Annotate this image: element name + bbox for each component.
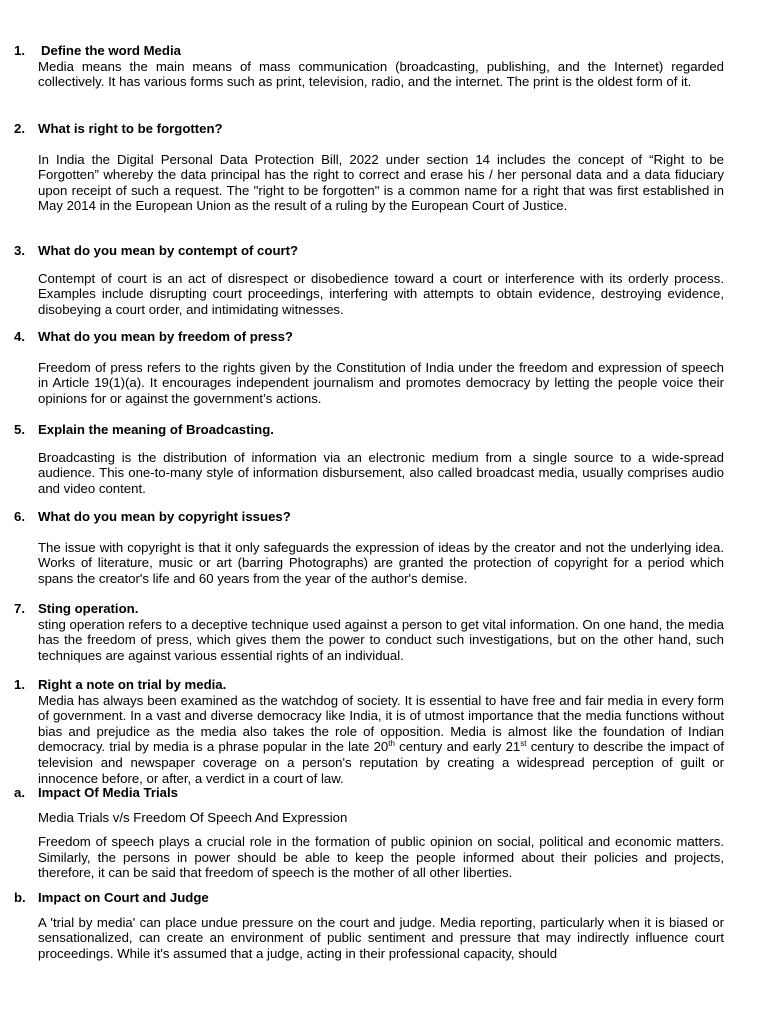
answer-paragraph: A 'trial by media' can place undue pressure on the court and judge. Media reporting, particularly when it is biased or sensationalized, can create an environment of public sentiment and pressure that may indirectly influence court proceedings. While it's assumed that a judge, acting in their professional capacity, should [38,914,724,961]
qa-item-3 [14,243,724,317]
item-number: 1. [14,43,25,58]
sub-item-b [14,890,724,961]
qa-item-5 [14,422,724,496]
answer-paragraph: sting operation refers to a deceptive technique used against a person to get vital information. On one hand, the media has the freedom of press, which gives them the power to conduct such investigations, but on the other hand, such techniques are against various essential rights of an individual. [38,616,724,663]
question-heading: What do you mean by freedom of press? [38,329,293,344]
answer-paragraph: The issue with copyright is that it only safeguards the expression of ideas by the creator and not the underlying idea. Works of literature, music or art (barring Photographs) are granted the protection of copyright for a period which spans the creator's life and 60 years from the year of the author's demise. [38,539,724,586]
item-letter: b. [14,890,26,905]
answer-paragraph: Freedom of speech plays a crucial role in the formation of public opinion on social, political and economic matters. Similarly, the persons in power should be able to keep the people informed about their policies and projects, therefore, it can be said that freedom of speech is the mother of all other liberties. [38,834,724,881]
question-heading: Right a note on trial by media. [38,677,227,692]
answer-text: Media has always been examined as the watchdog of society. It is essential to have free and fair media in every form of government. In a vast and diverse democracy like India, it is of utmost importance that the media functions without bias and prejudice as the media also takes the role of opposition. Media is almost like the foundation of Indian democracy. trial by media is a phrase popular in the late 20 [38,692,724,755]
answer-paragraph [38,693,724,787]
answer-paragraph: Media means the main means of mass communication (broadcasting, publishing, and the Internet) regarded collectively. It has various forms such as print, television, radio, and the internet. The print is the oldest form of it. [38,58,724,90]
answer-paragraph: Freedom of press refers to the rights given by the Constitution of India under the freedom and expression of speech in Article 19(1)(a). It encourages independent journalism and promotes democracy by letting the people voice their opinions for or against the government’s actions. [38,359,724,406]
question-heading: What do you mean by copyright issues? [38,509,291,524]
item-number: 6. [14,509,25,524]
answer-text: century and early 21 [394,739,521,755]
item-number: 7. [14,601,25,616]
qa-item-7 [14,601,724,663]
sub-item-a [14,785,724,881]
question-heading: What do you mean by contempt of court? [38,243,299,258]
answer-text: century to describe the impact of television and newspaper coverage on a person's reputation by creating a widespread perception of guilt or innocence before, or after, a verdict in a court of law. [38,739,724,786]
question-heading: Define the word Media [41,43,181,58]
superscript: th [388,739,395,749]
answer-paragraph: Contempt of court is an act of disrespect or disobedience toward a court or interference with its orderly process. Examples include disrupting court proceedings, interfering with attempts to obtain evidence, destroying evidence, disobeying a court order, and intimidating witnesses. [38,270,724,317]
question-heading: Explain the meaning of Broadcasting. [38,422,274,437]
item-number: 1. [14,677,25,692]
item-number: 2. [14,121,25,136]
item-number: 5. [14,422,25,437]
sub-heading: Impact on Court and Judge [38,890,209,905]
qa-item-6 [14,509,724,586]
answer-paragraph: Broadcasting is the distribution of information via an electronic medium from a single source to a wide-spread audience. This one-to-many style of information disbursement, also called broadcast media, usually comprises audio and video content. [38,449,724,496]
item-number: 3. [14,243,25,258]
qa-item-4 [14,329,724,406]
item-number: 4. [14,329,25,344]
item-letter: a. [14,785,25,800]
qa-item-1 [14,43,724,90]
sub-heading: Impact Of Media Trials [38,785,178,800]
superscript: st [520,739,527,749]
question-heading: What is right to be forgotten? [38,121,223,136]
sub-subheading: Media Trials v/s Freedom Of Speech And Expression [38,809,348,825]
long-question [14,677,724,786]
qa-item-2 [14,121,724,214]
question-heading: Sting operation. [38,601,139,616]
answer-paragraph: In India the Digital Personal Data Protection Bill, 2022 under section 14 includes the concept of “Right to be Forgotten” whereby the data principal has the right to correct and erase his / her personal data and a data fiduciary upon receipt of such a request. The "right to be forgotten" is a common name for a right that was first established in May 2014 in the European Union as the result of a ruling by the European Court of Justice. [38,151,724,214]
